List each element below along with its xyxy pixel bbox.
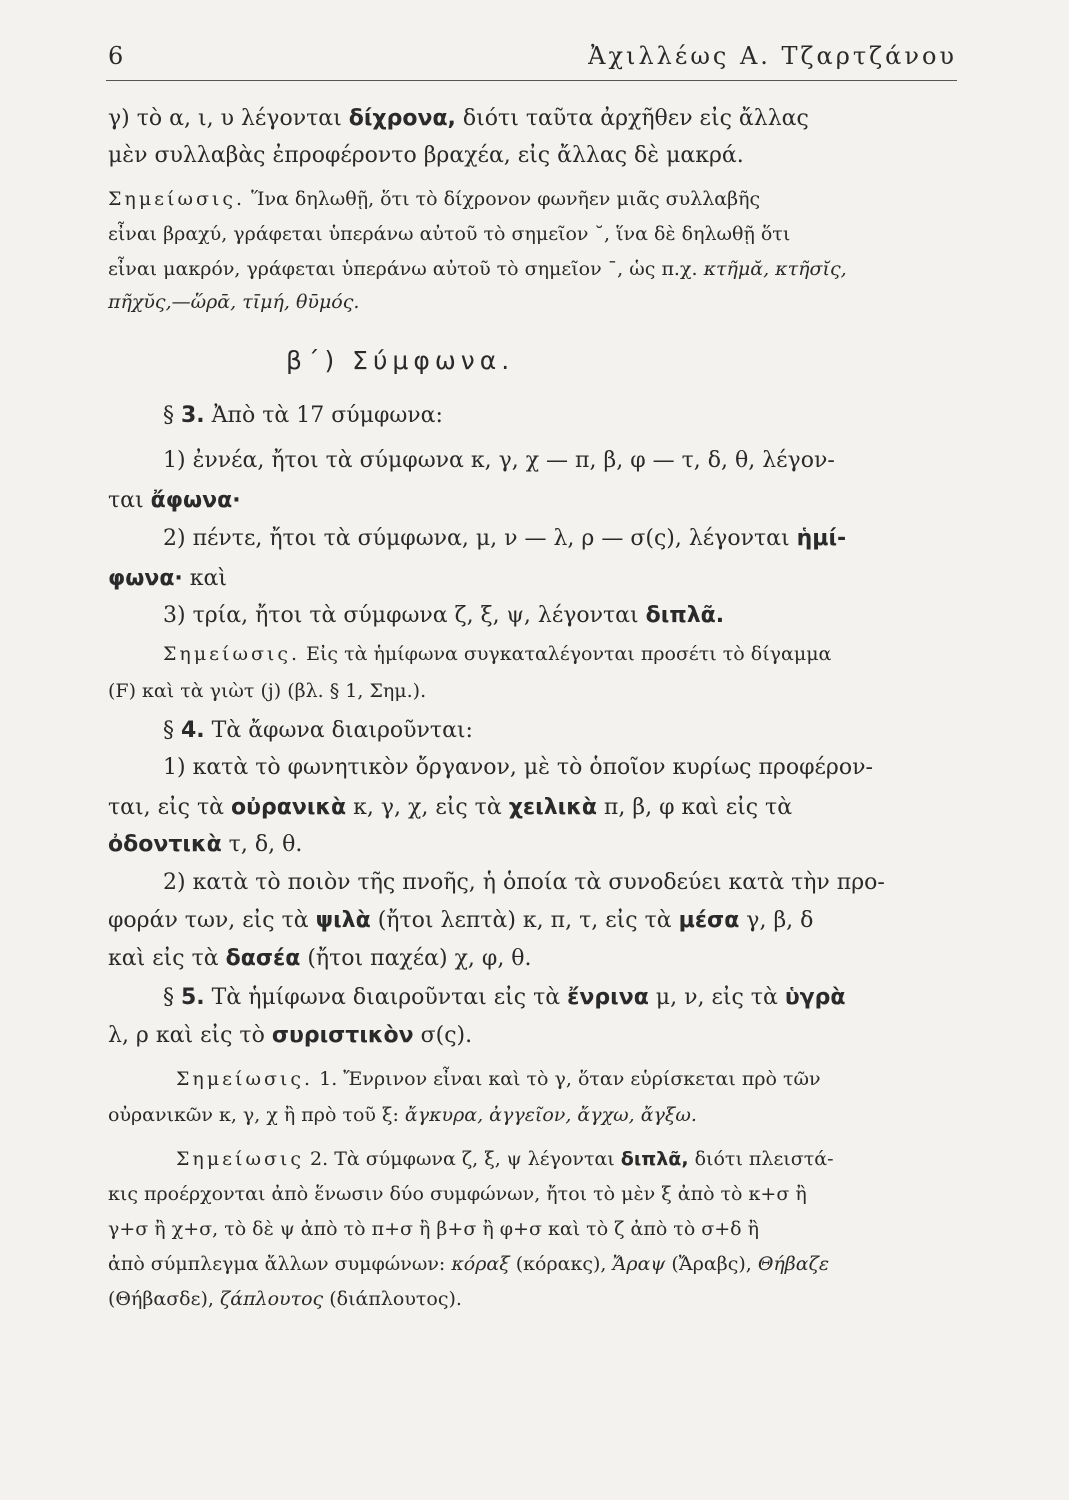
text-line: § 4. Τὰ ἄφωνα διαιροῦνται: <box>163 718 473 743</box>
bold-term: δίχρονα, <box>348 106 456 131</box>
bold-term: 5. <box>181 985 205 1010</box>
italic-example: ἄγκυρα, ἀγγεῖον, ἄγχω, ἄγξω. <box>404 1104 697 1126</box>
bold-term: ὀδοντικὰ <box>108 832 222 857</box>
italic-example: Θήβαζε <box>757 1253 830 1275</box>
text-line: γ) τὸ α, ι, υ λέγονται δίχρονα, διότι ταῦτα ἀρχῆθεν εἰς ἄλλας <box>108 106 809 131</box>
text-line <box>286 346 515 375</box>
italic-example: κτῆμᾰ, κτῆσῐς, <box>703 258 847 280</box>
text-line: 2) πέντε, ἤτοι τὰ σύμφωνα, μ, ν — λ, ρ — σ(ς), λέγονται ἡμί- <box>163 526 847 551</box>
text-line: Σημείωσις. Ἵνα δηλωθῇ, ὅτι τὸ δίχρονον φωνῆεν μιᾶς συλλαβῆς <box>108 188 761 210</box>
text-line: ται, εἰς τὰ οὐρανικὰ κ, γ, χ, εἰς τὰ χειλικὰ π, β, φ καὶ εἰς τὰ <box>108 795 793 820</box>
text-line: 1) κατὰ τὸ φωνητικὸν ὄργανον, μὲ τὸ ὁποῖον κυρίως προφέρον- <box>163 755 873 780</box>
italic-example: Ἄραψ <box>612 1253 666 1275</box>
bold-term: ἄφωνα· <box>150 488 241 513</box>
bold-term: διπλᾶ, <box>620 1148 689 1170</box>
spaced-label: Σημείωσις. <box>108 188 246 210</box>
bold-term: ἡμί- <box>796 526 847 551</box>
text-line: (F) καὶ τὰ γιὼτ (j) (βλ. § 1, Σημ.). <box>108 680 427 702</box>
text-line: λ, ρ καὶ εἰς τὸ συριστικὸν σ(ς). <box>108 1023 473 1048</box>
text-line: φωνα· καὶ <box>108 566 228 591</box>
text-line: § 3. Ἀπὸ τὰ 17 σύμφωνα: <box>163 403 443 428</box>
bold-term: 4. <box>181 718 205 743</box>
bold-term: συριστικὸν <box>271 1023 414 1048</box>
text-line: φοράν των, εἰς τὰ ψιλὰ (ἤτοι λεπτὰ) κ, π, τ, εἰς τὰ μέσα γ, β, δ <box>108 908 814 933</box>
text-line: § 5. Τὰ ἡμίφωνα διαιροῦνται εἰς τὰ ἔνρινα μ, ν, εἰς τὰ ὑγρὰ <box>163 985 846 1010</box>
spaced-label: Σημείωσις <box>176 1148 305 1170</box>
text-line: ἀπὸ σύμπλεγμα ἄλλων συμφώνων: κόραξ (κόρακς), Ἄραψ (Ἄραβς), Θήβαζε <box>108 1253 830 1275</box>
text-line: εἶναι μακρόν, γράφεται ὑπεράνω αὐτοῦ τὸ σημεῖον ¯, ὡς π.χ. κτῆμᾰ, κτῆσῐς, <box>108 258 847 280</box>
spaced-label: Σημείωσις. <box>176 1068 314 1090</box>
text-line <box>108 293 406 312</box>
bold-term: χειλικὰ <box>508 795 597 820</box>
text-line: Σημείωσις. 1. Ἔνρινον εἶναι καὶ τὸ γ, ὅταν εὑρίσκεται πρὸ τῶν <box>176 1068 821 1090</box>
italic-example: πῆχῠς,—ὥρᾱ, τῑμή, θῡμός. <box>108 291 360 313</box>
text-line: ὀδοντικὰ τ, δ, θ. <box>108 832 303 857</box>
bold-term: 3. <box>181 403 205 428</box>
text-body <box>106 0 957 1500</box>
italic-example: ζάπλουτος <box>219 1288 324 1310</box>
running-title: Ἀχιλλέως Α. Τζαρτζάνου <box>588 42 957 70</box>
text-line: γ+σ ἢ χ+σ, τὸ δὲ ψ ἀπὸ τὸ π+σ ἢ β+σ ἢ φ+σ καὶ τὸ ζ ἀπὸ τὸ σ+δ ἢ <box>108 1218 760 1240</box>
text-line: 2) κατὰ τὸ ποιὸν τῆς πνοῆς, ἡ ὁποία τὰ συνοδεύει κατὰ τὴν προ- <box>163 870 885 895</box>
bold-term: ὑγρὰ <box>784 985 846 1010</box>
spaced-label: Σημείωσις. <box>163 643 301 665</box>
text-line: Σημείωσις 2. Τὰ σύμφωνα ζ, ξ, ψ λέγονται διπλᾶ, διότι πλειστά- <box>176 1148 834 1170</box>
text-line: μὲν συλλαβὰς ἐπροφέροντο βραχέα, εἰς ἄλλας δὲ μακρά. <box>108 143 744 168</box>
text-line: κις προέρχονται ἀπὸ ἕνωσιν δύο συμφώνων, ἤτοι τὸ μὲν ξ ἀπὸ τὸ κ+σ ἢ <box>108 1183 807 1205</box>
bold-term: μέσα <box>678 908 740 933</box>
bold-term: δασέα <box>225 946 301 971</box>
text-line: 1) ἐννέα, ἤτοι τὰ σύμφωνα κ, γ, χ — π, β, φ — τ, δ, θ, λέγον- <box>163 448 835 473</box>
text-line: οὐρανικῶν κ, γ, χ ἢ πρὸ τοῦ ξ: ἄγκυρα, ἀγγεῖον, ἄγχω, ἄγξω. <box>108 1104 697 1126</box>
text-line: (Θήβασδε), ζάπλουτος (διάπλουτος). <box>108 1288 462 1310</box>
text-line: Σημείωσις. Εἰς τὰ ἡμίφωνα συγκαταλέγονται προσέτι τὸ δίγαμμα <box>163 643 832 665</box>
section-heading: β΄) Σύμφωνα. <box>286 346 515 375</box>
text-line: 3) τρία, ἤτοι τὰ σύμφωνα ζ, ξ, ψ, λέγονται διπλᾶ. <box>163 603 725 628</box>
text-line: εἶναι βραχύ, γράφεται ὑπεράνω αὐτοῦ τὸ σημεῖον ˘, ἵνα δὲ δηλωθῇ ὅτι <box>108 223 791 245</box>
bold-term: ἔνρινα <box>567 985 649 1010</box>
text-line: ται ἄφωνα· <box>108 488 241 513</box>
bold-term: ψιλὰ <box>315 908 371 933</box>
italic-example: κόραξ <box>451 1253 510 1275</box>
text-line: καὶ εἰς τὰ δασέα (ἤτοι παχέα) χ, φ, θ. <box>108 946 532 971</box>
bold-term: οὐρανικὰ <box>231 795 347 820</box>
page-number: 6 <box>108 42 124 70</box>
bold-term: διπλᾶ. <box>645 603 725 628</box>
bold-term: φωνα· <box>108 566 183 591</box>
